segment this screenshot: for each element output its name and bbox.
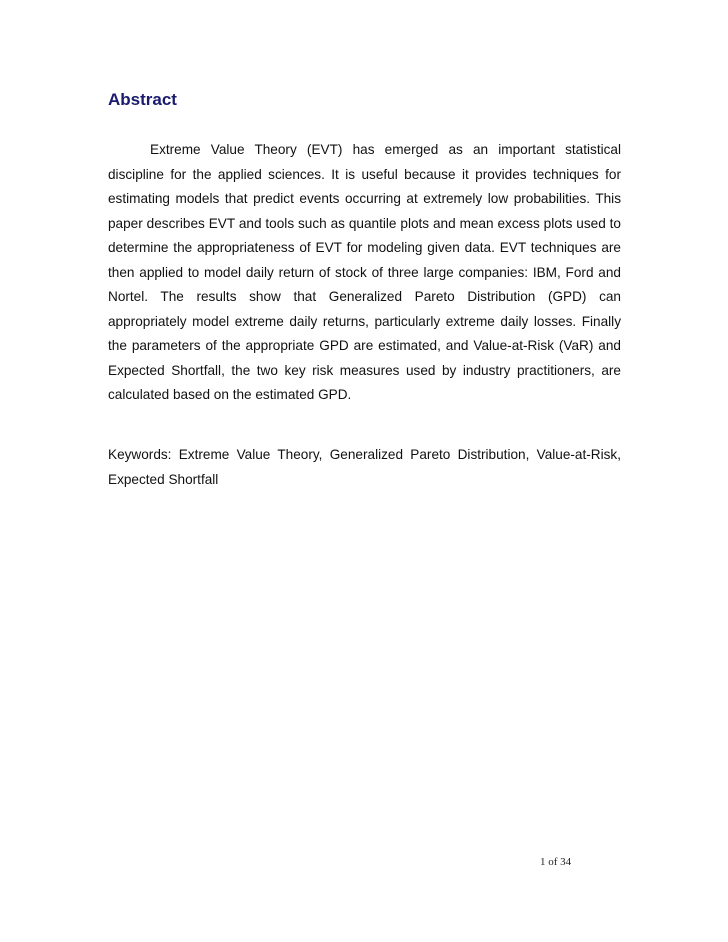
page-number: 1 of 34 — [540, 856, 572, 868]
abstract-paragraph: Extreme Value Theory (EVT) has emerged as an important statistical discipline for the applied sciences. It is useful because it provides techniques for estimating models that predict events occurring at extremely low probabilities. This paper describes EVT and tools such as quantile plots and mean excess plots used to determine the appropriateness of EVT for modeling given data. EVT techniques are then applied to model daily return of stock of three large companies: IBM, Ford and Nortel. The results show that Generalized Pareto Distribution (GPD) can appropriately model extreme daily returns, particularly extreme daily losses. Finally the parameters of the appropriate GPD are estimated, and Value-at-Risk (VaR) and Expected Shortfall, the two key risk measures used by industry practitioners, are calculated based on the estimated GPD. — [108, 142, 621, 402]
keywords-paragraph: Keywords: Extreme Value Theory, Generalized Pareto Distribution, Value-at-Risk, Expected Shortfall — [108, 447, 621, 487]
abstract-heading: Abstract — [108, 90, 177, 109]
